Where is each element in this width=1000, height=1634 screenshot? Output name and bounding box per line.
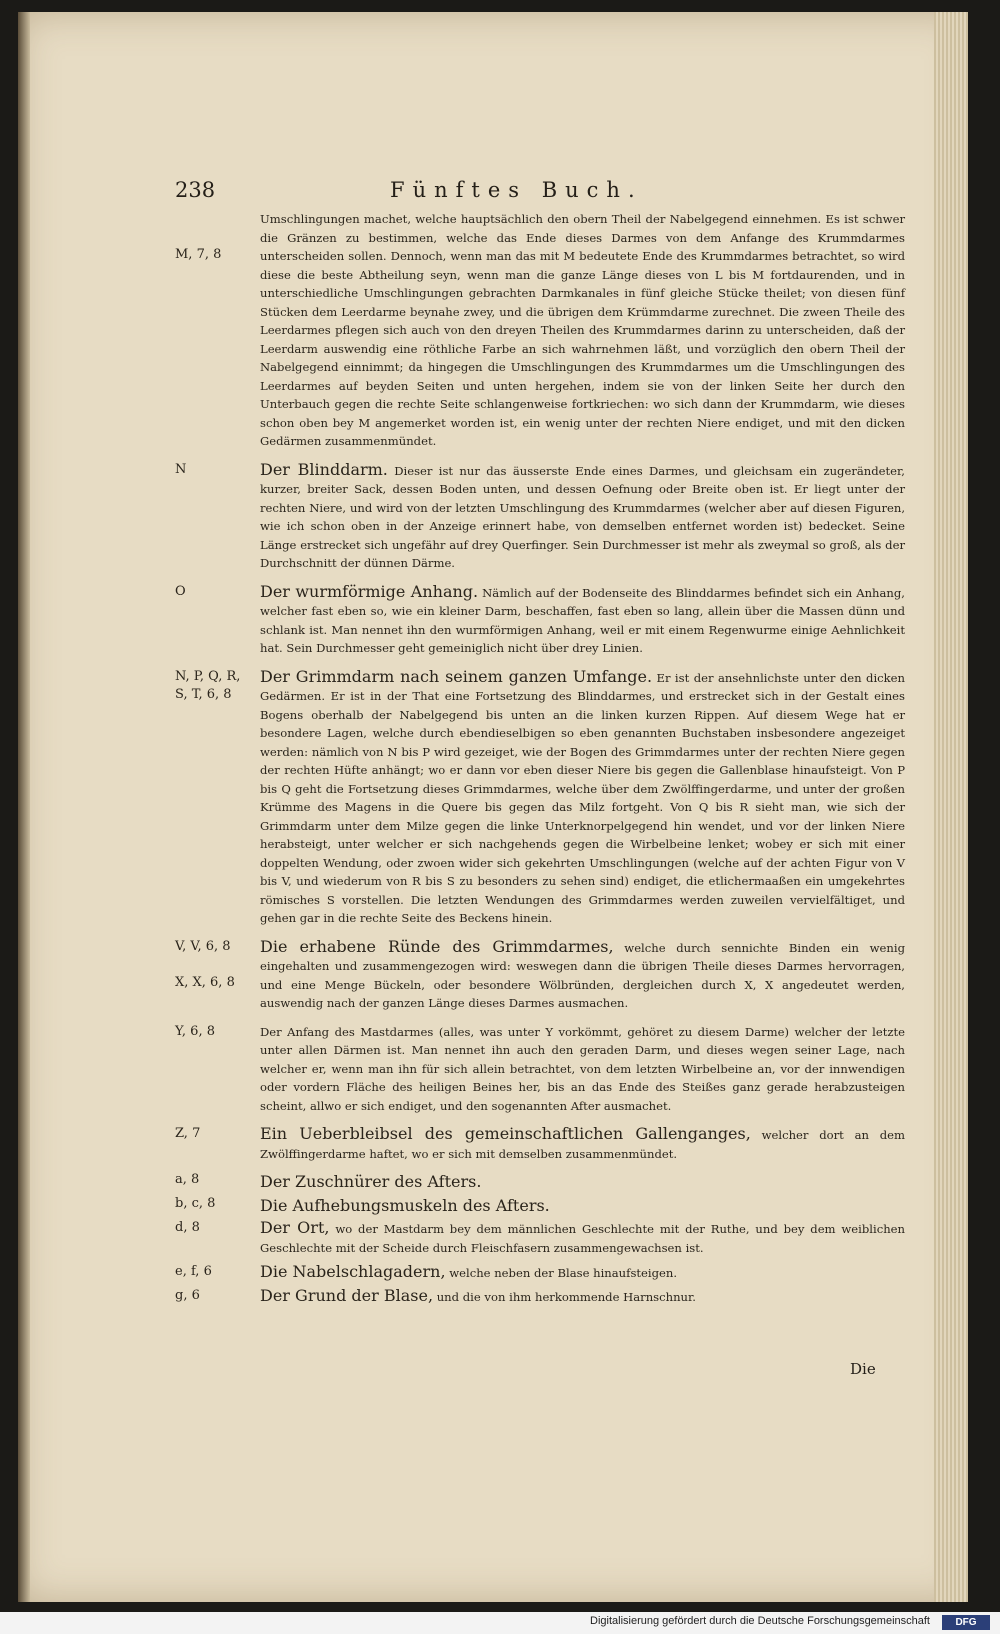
margin-reference: N, P, Q, R, S, T, 6, 8 bbox=[175, 668, 241, 702]
section bbox=[175, 668, 905, 928]
section bbox=[175, 1263, 905, 1283]
section-text: Umschlingungen machet, welche hauptsächlich den obern Theil der Nabelgegend einnehmen. Es ist schwer die Gränzen zu bestimmen, welche das Ende dieses Darmes von dem Anfange des Krummdarmes unterscheiden sollen. Dennoch, wenn man das mit M bedeutete Ende des Krummdarmes betrachtet, so wird diese die beste Abtheilung seyn, wenn man die ganze Länge dieses von L bis M fortdaurenden, und in unterschiedliche Umschlingungen gebrachten Darmkanales in fünf gleiche Stücke theilet; von diesen fünf Stücken dem Leerdarme beynahe zwey, und die übrigen dem Krümmdarme zurechnet. Die zween Theile des Leerdarmes pflegen sich auch von den dreyen Theilen des Krummdarmes darinn zu unterscheiden, daß der Leerdarm auswendig eine röthliche Farbe an sich wahrnehmen läßt, und vorzüglich den obern Theil der Nabelgegend einnimmt; da hingegen die Umschlingungen des Krummdarmes um die Umschlingungen des Leerdarmes auf beyden Seiten und unten hergehen, indem sie von der linken Seite her durch den Unterbauch gegen die rechte Seite schlangenweise fortkriechen: wo sich dann der Krummdarm, wie dieses schon oben bey M angemerket worden ist, ein wenig unter der rechten Niere endiget, und mit den dicken Gedärmen zusammenmündet. bbox=[260, 212, 905, 448]
section bbox=[175, 1023, 905, 1116]
margin-reference: O bbox=[175, 583, 186, 599]
margin-reference: b, c, 8 bbox=[175, 1196, 216, 1211]
section-text: Dieser ist nur das äusserste Ende eines Darmes, und gleichsam ein zugerändeter, kurzer, breiter Sack, dessen Boden unten, und dessen Oefnung oder Breite oben ist. Er liegt unter der rechten Niere, und wird von der letzten Umschlingung des Krummdarmes (welcher aber auf diesen Figuren, wie ich schon oben in der Anzeige erinnert habe, von demselben entfernet worden ist) bedecket. Seine Länge erstrecket sich ungefähr auf drey Querfinger. Sein Durchmesser ist mehr als zweymal so groß, als der Durchschnitt der dünnen Därme. bbox=[260, 463, 905, 570]
margin-reference: N bbox=[175, 461, 187, 477]
section-heading: Der Grimmdarm nach seinem ganzen Umfange. bbox=[260, 666, 653, 686]
section-heading: Ein Ueberbleibsel des gemeinschaftlichen Gallenganges, bbox=[260, 1124, 751, 1143]
section-heading: Der Grund der Blase, bbox=[260, 1285, 434, 1305]
page-header bbox=[175, 178, 735, 212]
section bbox=[175, 1171, 905, 1193]
section-heading: Die erhabene Ründe des Grimmdarmes, bbox=[260, 936, 614, 956]
section-text: und die von ihm herkommende Harnschnur. bbox=[436, 1289, 696, 1304]
section bbox=[175, 1287, 905, 1307]
section-heading: Der Blinddarm. bbox=[260, 459, 388, 479]
dfg-logo: DFG bbox=[942, 1615, 990, 1630]
margin-reference: e, f, 6 bbox=[175, 1264, 212, 1279]
footer-bar bbox=[0, 1612, 1000, 1634]
section bbox=[175, 1195, 905, 1217]
section bbox=[175, 938, 905, 1013]
section-text: Er ist der ansehnlichste unter den dicken Gedärmen. Er ist in der That eine Fortsetzung des Blinddarmes, und erstrecket sich in der Gestalt eines Bogens oberhalb der Nabelgegend bis unten an die linken kurzen Rippen. Auf diesem Wege hat er besondere Lagen, welche durch ebendieselbigen so eben genannten Buchstaben insbesondere angezeiget werden: nämlich von N bis P wird gezeiget, wie der Bogen des Grimmdarmes unter der rechten Niere gegen der rechten Hüfte anhängt; wo er dann vor eben dieser Niere bis gegen die Gallenblase hinaufsteigt. Von P bis Q geht die Fortsetzung dieses Grimmdarmes, welche über dem Zwölffingerdarme, und unter der großen Krümme des Magens in die Quere bis gegen das Milz fortgeht. Von Q bis R sieht man, wie sich der Grimmdarm unter dem Milze gegen die linke Unterknorpelgegend hin wendet, und vor der linken Niere herabsteigt, unter welcher er sich nachgehends gegen die Wirbelbeine lenket; wobey er sich mit einer doppelten Wendung, oder zwoen wider sich gekehrten Umschlingungen (welche auf der achten Figur von V bis V, und wiederum von R bis S zu besonders zu sehen sind) endiget, die etlichermaaßen ein umgekehrtes römisches S vorstellen. Die letzten Wendungen des Grimmdarmes werden zuweilen vervielfältiget, und gehen gar in die rechte Seite des Beckens hinein. bbox=[260, 670, 905, 925]
section bbox=[175, 461, 905, 573]
page-body bbox=[175, 210, 905, 1306]
section-heading: Der Ort, bbox=[260, 1218, 330, 1237]
margin-reference: V, V, 6, 8 X, X, 6, 8 bbox=[175, 938, 235, 990]
section-text: wo der Mastdarm bey dem männlichen Geschlechte mit der Ruthe, und bey dem weiblichen Geschlechte mit der Scheide durch Fleischfasern zusammengewachsen ist. bbox=[260, 1222, 906, 1255]
section-text: welche neben der Blase hinaufsteigen. bbox=[449, 1266, 678, 1280]
catchword: Die bbox=[850, 1360, 876, 1378]
section bbox=[175, 583, 905, 658]
section-text: welche durch sennichte Binden ein wenig eingehalten und zusammengezogen wird: weswegen dann die übrigen Theile dieses Darmes hervorragen, und eine Menge Bückeln, oder besondere Wölbründen, dergleichen durch X, X angedeutet werden, auswendig nach der ganzen Länge dieses Darmes ausmachen. bbox=[260, 940, 906, 1010]
margin-reference: Y, 6, 8 bbox=[175, 1023, 215, 1039]
section-text: Nämlich auf der Bodenseite des Blinddarmes befindet sich ein Anhang, welcher fast eben so, wie ein kleiner Darm, beschaffen, fast eben so lang, allein über die Massen dünn und schlank ist. Man nennet ihn den wurmförmigen Anhang, weil er mit einem Regenwurme einige Aehnlichkeit hat. Sein Durchmesser geht gemeiniglich nicht über drey Linien. bbox=[260, 585, 905, 655]
margin-reference: g, 6 bbox=[175, 1287, 200, 1303]
page-gutter bbox=[18, 12, 30, 1602]
section-heading: Der Zuschnürer des Afters. bbox=[260, 1172, 482, 1191]
page-number: 238 bbox=[175, 178, 216, 202]
margin-reference: M, 7, 8 bbox=[175, 247, 222, 262]
page-edge bbox=[934, 12, 968, 1602]
section-heading: Die Aufhebungsmuskeln des Afters. bbox=[260, 1196, 550, 1215]
section bbox=[175, 1125, 905, 1163]
section bbox=[175, 1219, 905, 1257]
section-heading: Die Nabelschlagadern, bbox=[260, 1262, 446, 1281]
section-text: Der Anfang des Mastdarmes (alles, was unter Y vorkömmt, gehöret zu diesem Darme) welcher der letzte unter allen Därmen ist. Man nennet ihn auch den geraden Darm, und dieses wegen seiner Lage, nach welcher er, wenn man ihn für sich allein betrachtet, von dem letzten Wirbelbeine an, vor der innwendigen oder vordern Fläche des heiligen Beines her, bis an das Ende des Steißes ganz gerade herabzusteigen scheint, allwo er sich endiget, und den sogenannten After ausmachet. bbox=[260, 1024, 905, 1113]
section-heading: Der wurmförmige Anhang. bbox=[260, 581, 479, 601]
section-text: welcher dort an dem Zwölffingerdarme haftet, wo er sich mit demselben zusammenmündet. bbox=[260, 1128, 906, 1161]
margin-reference: d, 8 bbox=[175, 1220, 200, 1235]
running-head: Fünftes Buch. bbox=[390, 178, 643, 202]
margin-reference: a, 8 bbox=[175, 1172, 200, 1187]
margin-reference: Z, 7 bbox=[175, 1126, 201, 1141]
footer-credit: Digitalisierung gefördert durch die Deutsche Forschungsgemeinschaft bbox=[590, 1615, 930, 1627]
section bbox=[175, 210, 905, 451]
